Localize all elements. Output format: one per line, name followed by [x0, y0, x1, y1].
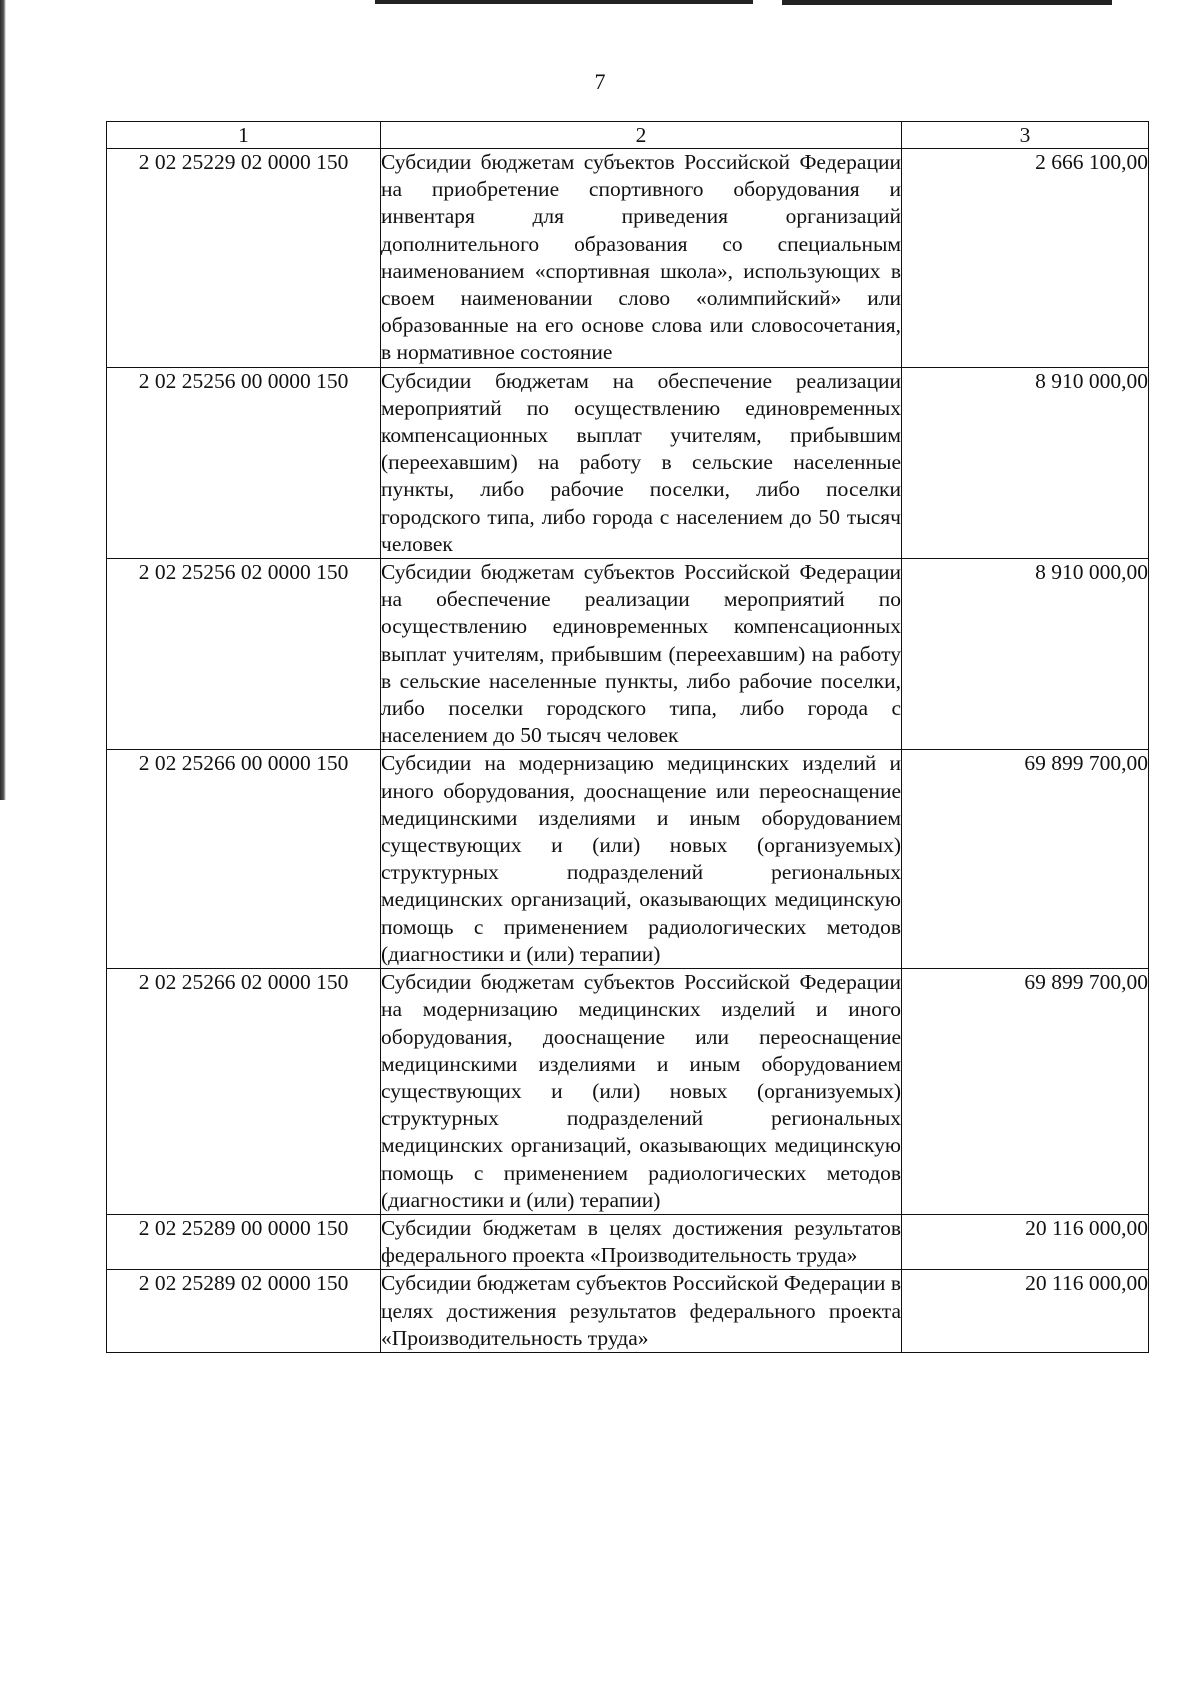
column-header-2: 2	[381, 122, 902, 149]
table-row	[107, 969, 1149, 1215]
budget-amount: 20 116 000,00	[902, 1214, 1149, 1269]
budget-description: Субсидии бюджетам субъектов Российской Федерации на приобретение спортивного оборудования и инвентаря для приведения организаций дополнительного образования со специальным наименованием «спортивная школа», использующих в своем наименовании слово «олимпийский» или образованные на его основе слова или словосочетания, в нормативное состояние	[381, 149, 902, 368]
budget-code: 2 02 25266 00 0000 150	[107, 750, 381, 969]
page-number: 7	[594, 69, 606, 94]
budget-code: 2 02 25256 00 0000 150	[107, 367, 381, 558]
budget-amount: 8 910 000,00	[902, 559, 1149, 750]
budget-description: Субсидии бюджетам субъектов Российской Федерации на модернизацию медицинских изделий и иного оборудования, дооснащение или переоснащение медицинскими изделиями и иным оборудованием существующих и (или) новых (организуемых) структурных подразделений региональных медицинских организаций, оказывающих медицинскую помощь с применением радиологических методов (диагностики и (или) терапии)	[381, 969, 902, 1215]
column-header-3: 3	[902, 122, 1149, 149]
budget-code: 2 02 25289 02 0000 150	[107, 1270, 381, 1353]
column-header-1: 1	[107, 122, 381, 149]
budget-description: Субсидии бюджетам субъектов Российской Федерации в целях достижения результатов федерального проекта «Производительность труда»	[381, 1270, 902, 1353]
table-row	[107, 750, 1149, 969]
budget-code: 2 02 25256 02 0000 150	[107, 559, 381, 750]
budget-description: Субсидии бюджетам в целях достижения результатов федерального проекта «Производительность труда»	[381, 1214, 902, 1269]
table-row	[107, 149, 1149, 368]
budget-amount: 8 910 000,00	[902, 367, 1149, 558]
scan-edge-left	[0, 0, 6, 800]
table-row	[107, 1270, 1149, 1353]
table-row	[107, 1214, 1149, 1269]
budget-amount: 2 666 100,00	[902, 149, 1149, 368]
budget-code: 2 02 25289 00 0000 150	[107, 1214, 381, 1269]
scan-edge-top	[375, 0, 753, 4]
budget-table	[106, 121, 1149, 1353]
table-row	[107, 367, 1149, 558]
scan-edge-top	[782, 0, 1112, 5]
table-header-row	[107, 122, 1149, 149]
budget-code: 2 02 25266 02 0000 150	[107, 969, 381, 1215]
budget-description: Субсидии на модернизацию медицинских изделий и иного оборудования, дооснащение или переоснащение медицинскими изделиями и иным оборудованием существующих и (или) новых (организуемых) структурных подразделений региональных медицинских организаций, оказывающих медицинскую помощь с применением радиологических методов (диагностики и (или) терапии)	[381, 750, 902, 969]
budget-amount: 69 899 700,00	[902, 750, 1149, 969]
budget-code: 2 02 25229 02 0000 150	[107, 149, 381, 368]
budget-description: Субсидии бюджетам субъектов Российской Федерации на обеспечение реализации мероприятий по осуществлению единовременных компенсационных выплат учителям, прибывшим (переехавшим) на работу в сельские населенные пункты, либо рабочие поселки, либо поселки городского типа, либо города с населением до 50 тысяч человек	[381, 559, 902, 750]
budget-amount: 69 899 700,00	[902, 969, 1149, 1215]
table-row	[107, 559, 1149, 750]
budget-amount: 20 116 000,00	[902, 1270, 1149, 1353]
budget-description: Субсидии бюджетам на обеспечение реализации мероприятий по осуществлению единовременных компенсационных выплат учителям, прибывшим (переехавшим) на работу в сельские населенные пункты, либо рабочие поселки, либо поселки городского типа, либо города с населением до 50 тысяч человек	[381, 367, 902, 558]
